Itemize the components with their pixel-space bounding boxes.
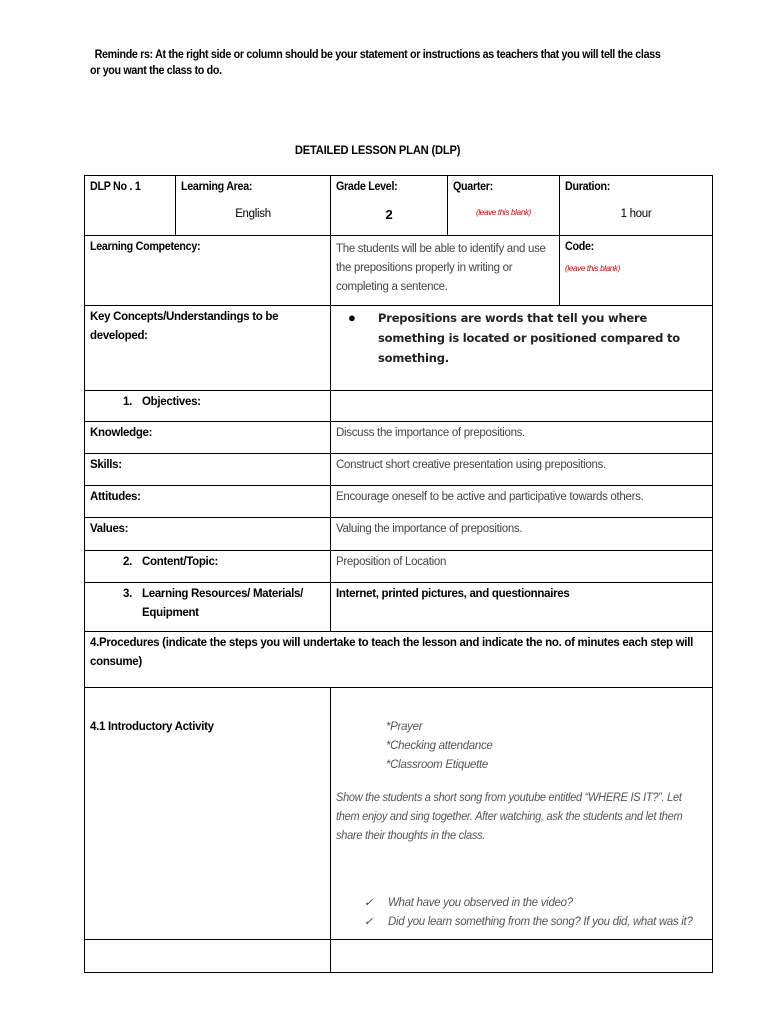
attitudes-value: Encourage oneself to be active and participative towards others. [336,491,644,503]
empty-cell [85,940,331,973]
header-row [85,176,713,236]
list-item [364,913,707,932]
question-text: What have you observed in the video? [388,897,573,909]
resources-value-cell [331,583,713,632]
duration-cell [560,176,713,236]
procedures-row [85,632,713,688]
competency-label: Learning Competency: [90,241,201,253]
content-label: Content/Topic: [142,556,219,568]
key-concepts-label-cell [85,306,331,391]
grade-level-label: Grade Level: [336,181,398,193]
document-title: DETAILED LESSON PLAN (DLP) [294,143,461,157]
objective-row [85,454,713,486]
lesson-plan-table [84,175,713,973]
objective-value-cell [331,454,713,486]
key-concept-bullet: Prepositions are words that tell you where something is located or positioned compared to something. [378,311,680,365]
introductory-label: 4.1 Introductory Activity [90,721,214,733]
attitudes-label: Attitudes: [90,491,141,503]
question-list [364,894,707,932]
learning-area-label: Learning Area: [181,181,253,193]
learning-area-cell [176,176,331,236]
key-concepts-row [85,306,713,391]
objectives-label-cell [85,391,331,422]
skills-value: Construct short creative presentation using prepositions. [336,459,606,471]
objectives-label: Objectives: [142,396,201,408]
quarter-cell [448,176,560,236]
duration-label: Duration: [565,181,611,193]
opening-list [386,718,707,775]
reminder-note: Reminde rs: At the right side or column should be your statement or instructions as teachers that you will tell the class or you want the class to do. [90,49,661,77]
objective-value-cell [331,518,713,551]
objective-label-cell [85,486,331,518]
grade-level-cell [331,176,448,236]
procedures-cell [85,632,713,688]
objective-row [85,518,713,551]
objectives-number: 1. [123,396,132,408]
values-label: Values: [90,523,129,535]
competency-value-cell [331,236,560,306]
knowledge-label: Knowledge: [90,427,153,439]
content-row [85,551,713,583]
procedures-label: 4.Procedures (indicate the steps you will undertake to teach the lesson and indicate the no. of minutes each step will consume) [90,637,693,668]
objective-label-cell [85,422,331,454]
content-value: Preposition of Location [336,556,447,568]
competency-value: The students will be able to identify and use the prepositions properly in writing or completing a sentence. [336,243,546,293]
objective-value-cell [331,422,713,454]
code-label: Code: [565,241,594,253]
empty-cell [331,940,713,973]
dlp-number-cell [85,176,176,236]
objectives-value-cell [331,391,713,422]
dlp-number: DLP No . 1 [90,181,141,193]
grade-level-value: 2 [385,207,393,222]
checkmark-icon: ✓ [364,916,373,928]
resources-label-cell [85,583,331,632]
resources-row [85,583,713,632]
introductory-content-cell [331,688,713,940]
opening-item: *Checking attendance [386,740,493,752]
objective-value-cell [331,486,713,518]
introductory-row [85,688,713,940]
competency-label-cell [85,236,331,306]
content-value-cell [331,551,713,583]
bullet-icon: ● [348,310,356,325]
code-note: (leave this blank) [565,264,621,273]
content-label-cell [85,551,331,583]
opening-item: *Classroom Etiquette [386,759,489,771]
objectives-header-row [85,391,713,422]
competency-row [85,236,713,306]
list-item [364,894,707,913]
objective-label-cell [85,518,331,551]
objective-row [85,486,713,518]
introductory-label-cell [85,688,331,940]
checkmark-icon: ✓ [364,897,373,909]
knowledge-value: Discuss the importance of prepositions. [336,427,526,439]
learning-area-value: English [235,208,271,220]
content-number: 2. [123,556,132,568]
question-text: Did you learn something from the song? If you did, what was it? [388,916,693,928]
quarter-label: Quarter: [453,181,493,193]
resources-label: Learning Resources/ Materials/ Equipment [142,588,304,619]
key-concepts-label: Key Concepts/Understandings to be developed: [90,311,279,342]
skills-label: Skills: [90,459,122,471]
objective-row [85,422,713,454]
duration-value: 1 hour [620,208,652,220]
resources-number: 3. [123,588,132,600]
quarter-note: (leave this blank) [475,208,532,217]
code-cell [560,236,713,306]
empty-row [85,940,713,973]
resources-value: Internet, printed pictures, and questionnaires [336,588,570,600]
opening-item: *Prayer [386,721,423,733]
activity-paragraph: Show the students a short song from youtube entitled “WHERE IS IT?”. Let them enjoy and sing together. After watching, ask the students and let them share their thoughts in the class. [336,792,683,842]
key-concepts-value-cell [331,306,713,391]
objective-label-cell [85,454,331,486]
values-value: Valuing the importance of prepositions. [336,523,523,535]
